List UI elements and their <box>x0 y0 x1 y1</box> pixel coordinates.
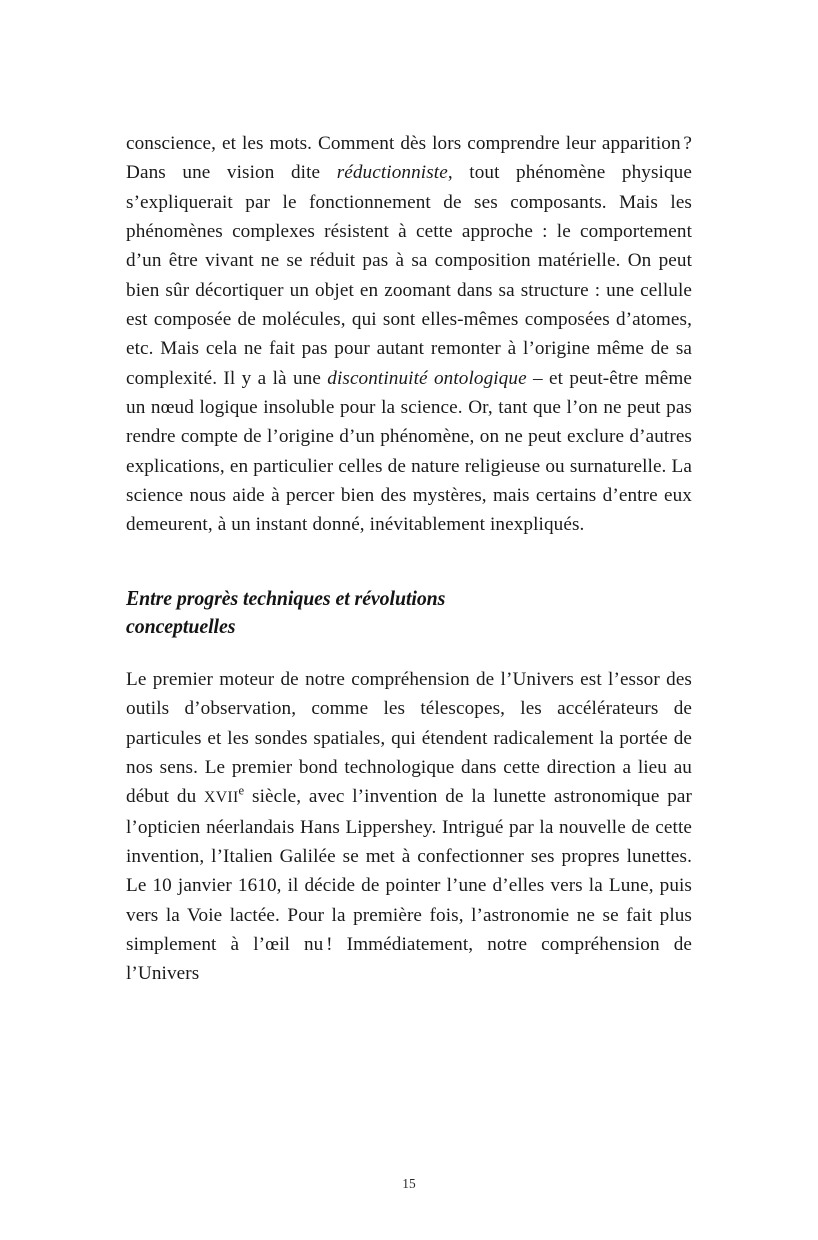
paragraph-first-text-d: – et peut-être même un nœud logique insoluble pour la science. Or, tant que l’on ne peut pas rendre compte de l’origine d’un phénomène, on ne peut exclure d’autres explications, en particulier celles de nature religieuse ou surnaturelle. La science nous aide à percer bien des mystères, mais certains d’entre eux demeurent, à un instant donné, inévitablement inexpliqués. <box>126 367 693 536</box>
page-number: 15 <box>402 1176 416 1191</box>
paragraph-second <box>126 665 692 989</box>
paragraph-second-text-a: Le premier moteur de notre compréhension de l’Univers est l’essor des outils d’observation, comme les télescopes, les accélérateurs de particules et les sondes spatiales, qui étendent radicalement la portée de nos sens. Le premier bond technologique dans cette direction a lieu au début du <box>126 668 692 808</box>
century-ordinal-suffix: e <box>238 783 245 798</box>
section-heading-line-2: conceptuelles <box>126 615 236 638</box>
section-heading-line-1: Entre progrès techniques et révolutions <box>126 587 446 610</box>
emphasis-reductionniste: réductionniste <box>336 162 448 184</box>
paragraph-second-text-c: Immédiatement, notre compréhension de l’Univers <box>126 933 693 985</box>
emphasis-discontinuite-ontologique: discontinuité ontologique <box>327 367 527 389</box>
paragraph-first <box>126 129 692 540</box>
paragraph-first-text-a: conscience, et les mots. Comment dès lors comprendre leur apparition <box>126 133 681 154</box>
exclamation-mark: ! <box>326 933 333 955</box>
century-roman-numeral: XVII <box>204 789 239 807</box>
paragraph-first-text-b: Dans une vision dite <box>126 162 337 184</box>
section-heading <box>126 585 672 641</box>
section-heading-block <box>126 585 692 641</box>
paragraph-second-text-b: siècle, avec l’invention de la lunette astronomique par l’opticien néerlandais Hans Lippershey. Intrigué par la nouvelle de cette invention, l’Italien Galilée se met à confectionner ses propres lunettes. Le 10 janvier 1610, il décide de pointer l’une d’elles vers la Lune, puis vers la Voie lactée. Pour la première fois, l’astronomie ne se fait plus simplement à l’œil nu <box>126 786 692 955</box>
paragraph-first-text-c: , tout phénomène physique s’expliquerait par le fonctionnement de ses composants. Mais les phénomènes complexes résistent à cette approche : le comportement d’un être vivant ne se réduit pas à sa composition matérielle. On peut bien sûr décortiquer un objet en zoomant dans sa structure : une cellule est composée de molécules, qui sont elles-mêmes composées d’atomes, etc. Mais cela ne fait pas pour autant remonter à l’origine même de sa complexité. Il y a là une <box>126 162 692 389</box>
question-mark: ? <box>683 133 692 154</box>
text-column <box>126 129 692 989</box>
